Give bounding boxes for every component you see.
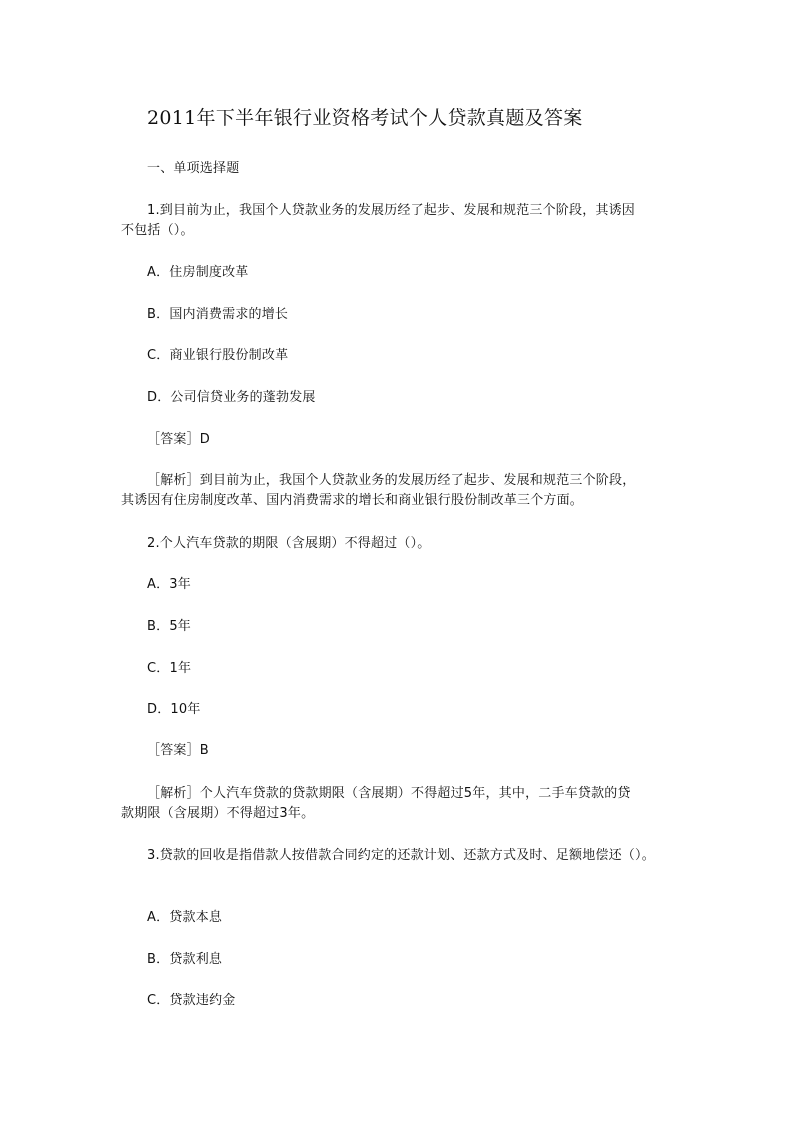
question-1-option-d: D．公司信贷业务的蓬勃发展 — [147, 390, 316, 405]
question-1-explanation-line-1: ［解析］到目前为止，我国个人贷款业务的发展历经了起步、发展和规范三个阶段， — [147, 473, 636, 488]
question-1-stem-line-1: 1.到目前为止，我国个人贷款业务的发展历经了起步、发展和规范三个阶段，其诱因 — [147, 203, 636, 218]
question-2-answer: ［答案］B — [147, 743, 209, 758]
question-3-stem: 3.贷款的回收是指借款人按借款合同约定的还款计划、还款方式及时、足额地偿还（）。 — [147, 848, 655, 863]
question-1-option-b: B．国内消费需求的增长 — [147, 307, 289, 322]
question-2-explanation-line-1: ［解析］个人汽车贷款的贷款期限（含展期）不得超过5年，其中，二手车贷款的贷 — [147, 786, 631, 801]
section-heading: 一、单项选择题 — [147, 161, 240, 176]
question-3-option-c: C．贷款违约金 — [147, 993, 236, 1008]
question-2-option-a: A．3年 — [147, 577, 191, 592]
question-3-option-a: A．贷款本息 — [147, 910, 223, 925]
question-1-option-a: A．住房制度改革 — [147, 265, 249, 280]
question-2-stem: 2.个人汽车贷款的期限（含展期）不得超过（）。 — [147, 536, 431, 551]
document-title: 2011年下半年银行业资格考试个人贷款真题及答案 — [147, 107, 583, 129]
question-1-option-c: C．商业银行股份制改革 — [147, 348, 289, 363]
question-1-explanation-line-2: 其诱因有住房制度改革、国内消费需求的增长和商业银行股份制改革三个方面。 — [121, 493, 584, 508]
question-1-answer: ［答案］D — [147, 432, 211, 447]
question-2-option-b: B．5年 — [147, 619, 191, 634]
question-1-stem-line-2: 不包括（）。 — [121, 223, 194, 238]
question-3-option-b: B．贷款利息 — [147, 952, 223, 967]
question-2-option-c: C．1年 — [147, 661, 192, 676]
question-2-explanation-line-2: 款期限（含展期）不得超过3年。 — [121, 806, 315, 821]
question-2-option-d: D．10年 — [147, 702, 201, 717]
